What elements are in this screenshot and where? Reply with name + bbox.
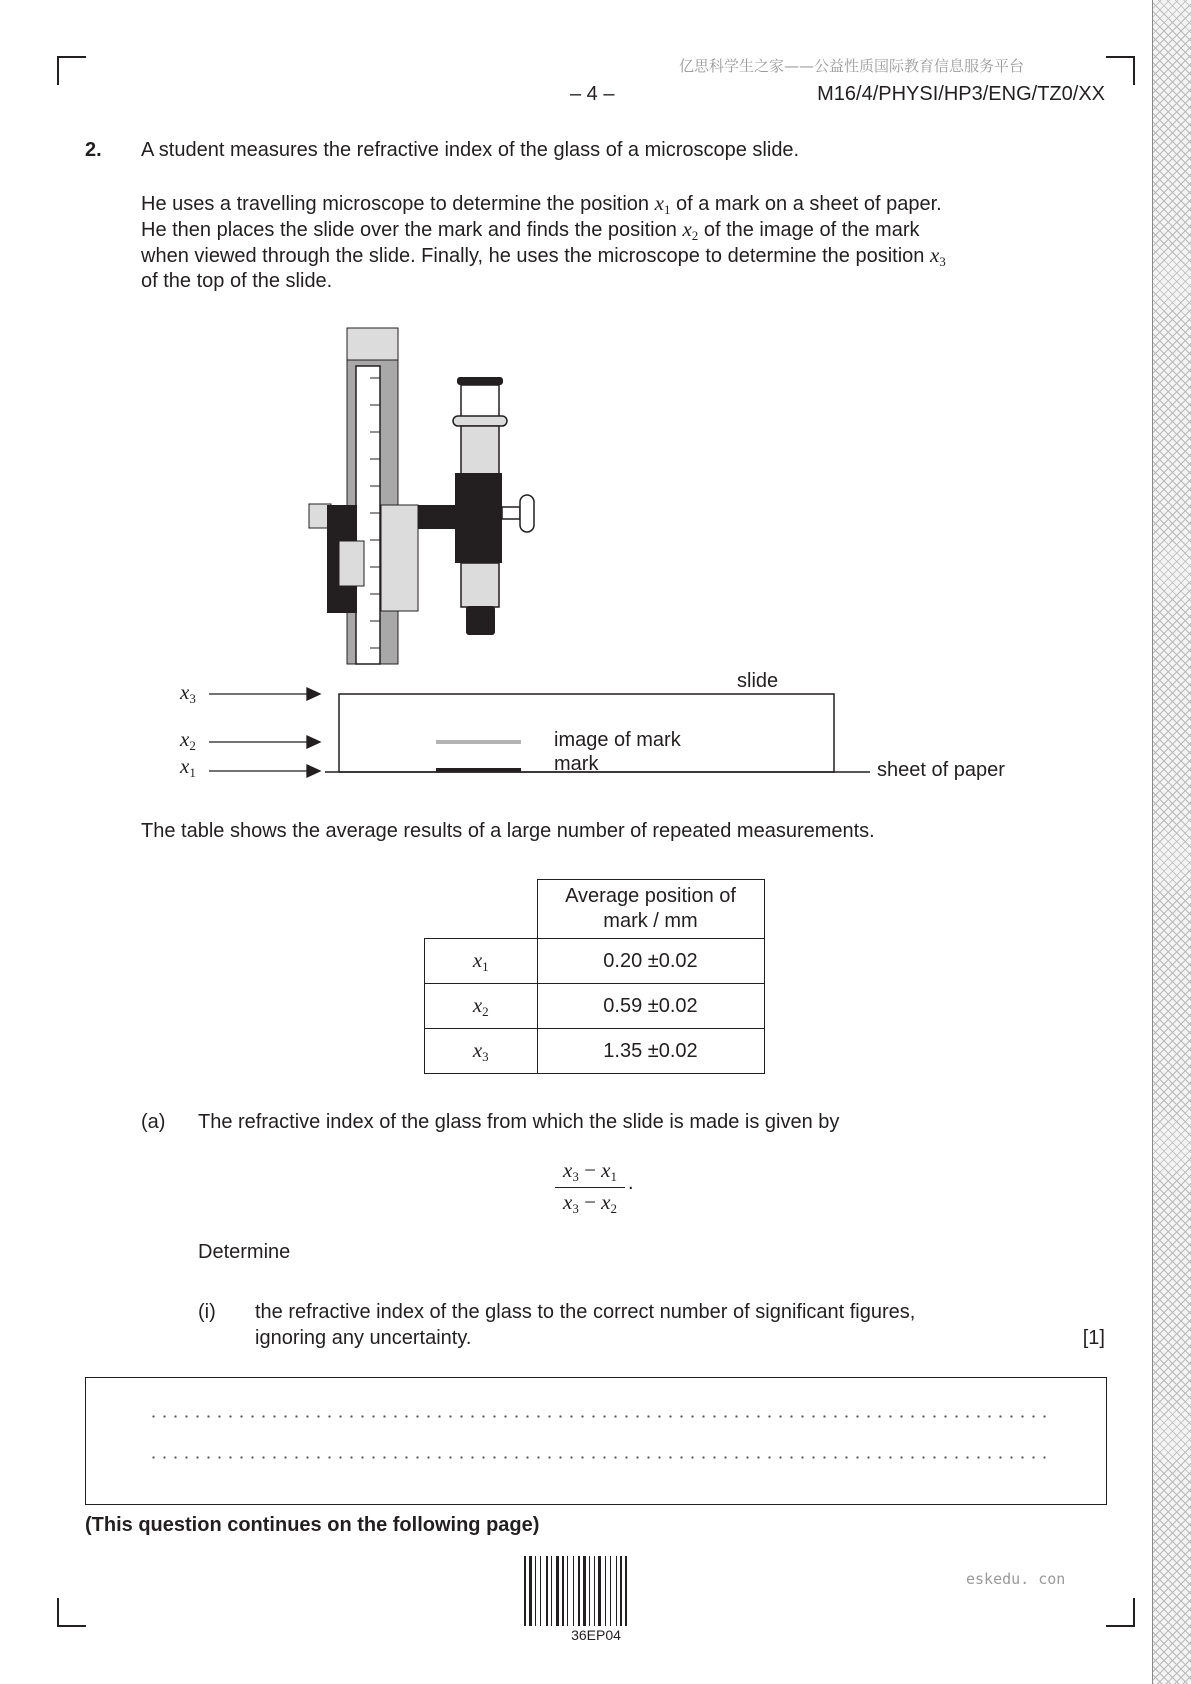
answer-line-1[interactable] bbox=[148, 1415, 1048, 1418]
table-intro: The table shows the average results of a large number of repeated measurements. bbox=[141, 820, 875, 842]
barcode-bar bbox=[594, 1556, 595, 1626]
site-watermark: eskedu. con bbox=[966, 1570, 1066, 1588]
formula-denominator: $x_3 - x_2$ bbox=[563, 1190, 617, 1216]
eyepiece-ring bbox=[453, 416, 507, 426]
table-corner-cell bbox=[425, 880, 538, 939]
label-sheet-of-paper: sheet of paper bbox=[877, 759, 1005, 781]
table-row-value: 0.20 ±0.02 bbox=[537, 939, 764, 984]
formula-period: . bbox=[628, 1172, 634, 1194]
table-row bbox=[425, 939, 765, 984]
arrow-x2-head bbox=[307, 736, 320, 748]
barcode-bar bbox=[524, 1556, 526, 1626]
crop-mark-top-left bbox=[57, 56, 86, 85]
label-mark: mark bbox=[554, 753, 599, 775]
barcode-bar bbox=[529, 1556, 532, 1626]
part-a-label: (a) bbox=[141, 1111, 166, 1133]
barcode-bar bbox=[535, 1556, 536, 1626]
barcode-bar bbox=[598, 1556, 601, 1626]
carriage-slider bbox=[381, 505, 418, 611]
barcode-bar bbox=[578, 1556, 580, 1626]
barcode-bar bbox=[573, 1556, 574, 1626]
question-paragraph-line-1: He uses a travelling microscope to determine the position $x_1$ of a mark on a sheet of paper. bbox=[141, 191, 942, 217]
answer-line-2[interactable] bbox=[148, 1456, 1048, 1459]
diagram-label-x1: $x_1$ bbox=[180, 754, 196, 780]
sub-i-line-2: ignoring any uncertainty. bbox=[255, 1327, 472, 1349]
barcode-bar bbox=[605, 1556, 606, 1626]
table-row-value: 1.35 ±0.02 bbox=[537, 1029, 764, 1074]
page-number: – 4 – bbox=[570, 83, 615, 105]
table-header-line-2: mark / mm bbox=[603, 910, 698, 932]
diagram-label-x2: $x_2$ bbox=[180, 727, 196, 753]
barcode-text: 36EP04 bbox=[571, 1627, 621, 1643]
focus-knob bbox=[520, 495, 534, 532]
carriage-window bbox=[339, 541, 364, 586]
barcode-bar bbox=[616, 1556, 617, 1626]
eyepiece bbox=[461, 385, 499, 417]
question-paragraph-line-2: He then places the slide over the mark and finds the position $x_2$ of the image of the mark bbox=[141, 217, 920, 243]
focus-housing bbox=[455, 473, 502, 563]
crop-mark-bottom-right bbox=[1106, 1598, 1135, 1627]
header-watermark: 亿思科学生之家——公益性质国际教育信息服务平台 bbox=[679, 57, 1025, 75]
table-row-value: 0.59 ±0.02 bbox=[537, 984, 764, 1029]
question-paragraph-line-3: when viewed through the slide. Finally, he uses the microscope to determine the position $x_3$ bbox=[141, 243, 946, 269]
table-header-line-1: Average position of bbox=[565, 885, 736, 907]
question-intro: A student measures the refractive index of the glass of a microscope slide. bbox=[141, 139, 800, 161]
determine-label: Determine bbox=[198, 1241, 291, 1263]
table-header-row bbox=[425, 880, 765, 939]
question-paragraph-line-4: of the top of the slide. bbox=[141, 270, 333, 292]
formula-numerator: $x_3 - x_1$ bbox=[555, 1158, 625, 1188]
table-row-label: $x_2$ bbox=[425, 984, 538, 1029]
barcode-bar bbox=[551, 1556, 552, 1626]
barcode-bar bbox=[556, 1556, 559, 1626]
arrow-x1-head bbox=[307, 765, 320, 777]
barcode-bar bbox=[540, 1556, 541, 1626]
barcode-bar bbox=[620, 1556, 622, 1626]
refractive-index-formula bbox=[555, 1158, 625, 1217]
barcode-bar bbox=[589, 1556, 590, 1626]
sub-i-label: (i) bbox=[198, 1301, 216, 1323]
table-row bbox=[425, 984, 765, 1029]
answer-box[interactable] bbox=[85, 1377, 1107, 1505]
barcode bbox=[522, 1556, 670, 1626]
upper-tube bbox=[461, 426, 499, 474]
barcode-bar bbox=[610, 1556, 611, 1626]
eyepiece-cap bbox=[457, 377, 503, 385]
results-table bbox=[424, 879, 765, 1074]
barcode-bar bbox=[567, 1556, 568, 1626]
crop-mark-top-right bbox=[1106, 56, 1135, 85]
continues-note: (This question continues on the following page) bbox=[85, 1514, 540, 1536]
question-number: 2. bbox=[85, 139, 102, 161]
barcode-bar bbox=[562, 1556, 564, 1626]
barcode-bar bbox=[625, 1556, 627, 1626]
label-slide: slide bbox=[737, 670, 779, 692]
sub-i-line-1: the refractive index of the glass to the correct number of significant figures, bbox=[255, 1301, 916, 1323]
table-row bbox=[425, 1029, 765, 1074]
table-row-label: $x_3$ bbox=[425, 1029, 538, 1074]
diagram-label-x3: $x_3$ bbox=[180, 680, 196, 706]
lower-tube bbox=[461, 563, 499, 607]
microscope-arm bbox=[418, 505, 458, 529]
table-row-label: $x_1$ bbox=[425, 939, 538, 984]
barcode-bars bbox=[524, 1556, 627, 1626]
label-image-of-mark: image of mark bbox=[554, 729, 681, 751]
vernier-scale bbox=[356, 366, 380, 664]
microscope-diagram bbox=[0, 320, 1100, 790]
arrow-x3-head bbox=[307, 688, 320, 700]
paper-code: M16/4/PHYSI/HP3/ENG/TZ0/XX bbox=[817, 83, 1105, 105]
focus-stem bbox=[502, 507, 520, 519]
page-edge-strip bbox=[1152, 0, 1191, 1684]
crop-mark-bottom-left bbox=[57, 1598, 86, 1627]
column-cap bbox=[347, 328, 398, 362]
objective-lens bbox=[466, 606, 495, 635]
part-a-text: The refractive index of the glass from which the slide is made is given by bbox=[198, 1111, 840, 1133]
marks-indicator: [1] bbox=[1082, 1327, 1105, 1349]
table-header-cell bbox=[537, 880, 764, 939]
barcode-bar bbox=[546, 1556, 548, 1626]
barcode-bar bbox=[583, 1556, 586, 1626]
